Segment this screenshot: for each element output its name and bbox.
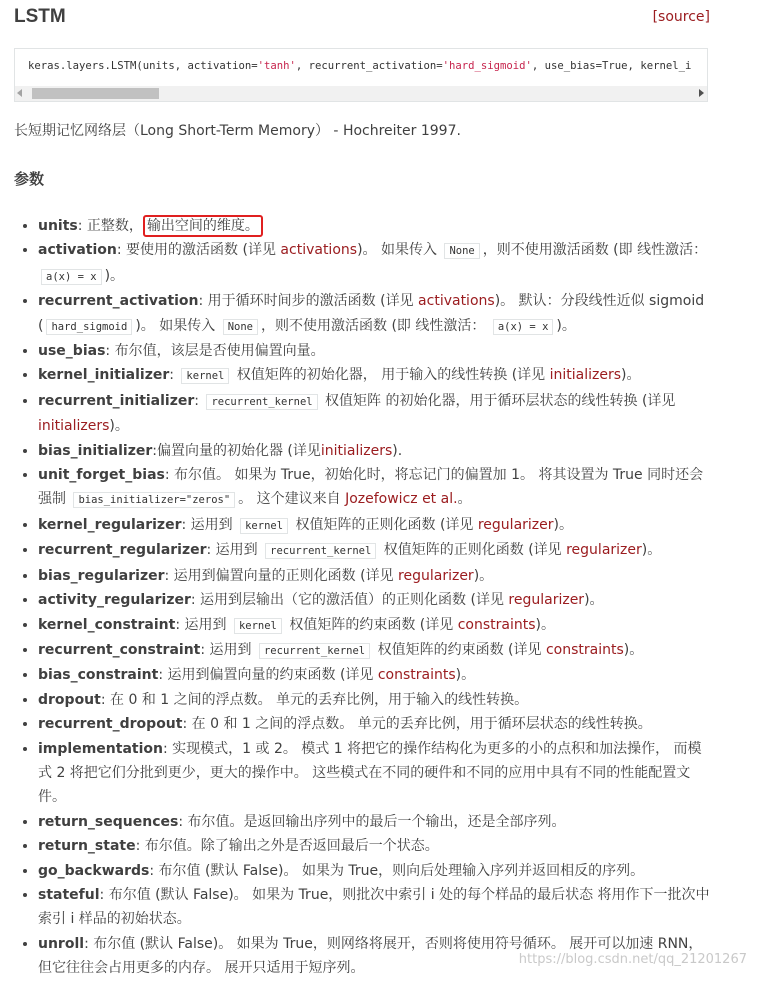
param-bias-initializer: • bias_initializer:偏置向量的初始化器 (详见initializers).: [38, 439, 710, 463]
highlight-box: 输出空间的维度。: [143, 215, 263, 237]
layer-description: 长短期记忆网络层（Long Short-Term Memory） - Hochreiter 1997.: [14, 123, 461, 139]
initializers-link[interactable]: initializers: [549, 367, 622, 384]
param-activity-regularizer: • activity_regularizer: 运用到层输出（它的激活值）的正则化函数 (详见 regularizer)。: [38, 588, 710, 612]
regularizer-link[interactable]: regularizer: [566, 542, 642, 559]
regularizer-link[interactable]: regularizer: [477, 516, 554, 533]
signature-code-block[interactable]: [14, 48, 708, 102]
jozefowicz-link[interactable]: Jozefowicz et al.: [345, 491, 458, 508]
params-list: [0, 214, 710, 981]
param-kernel-initializer: • kernel_initializer: kernel 权值矩阵的初始化器， 用于输入的线性转换 (详见 initializers)。: [38, 363, 710, 388]
param-unit-forget-bias: • unit_forget_bias: 布尔值。 如果为 True，初始化时，将忘记门的偏置加 1。 将其设置为 True 同时还会强制 bias_initializer="zeros" 。 这个建议来自 Jozefowicz et al.。: [38, 463, 710, 513]
activations-link[interactable]: activations: [280, 242, 358, 259]
constraints-link[interactable]: constraints: [457, 616, 536, 633]
regularizer-link[interactable]: regularizer: [398, 567, 474, 584]
scroll-right-arrow-icon[interactable]: [699, 89, 704, 97]
param-unroll: • unroll: 布尔值 (默认 False)。 如果为 True，则网络将展开，否则将使用符号循环。 展开可以加速 RNN，但它往往会占用更多的内存。 展开只适用于短序列。: [38, 932, 710, 981]
param-return-state: • return_state: 布尔值。除了输出之外是否返回最后一个状态。: [38, 834, 710, 858]
param-stateful: • stateful: 布尔值 (默认 False)。 如果为 True，则批次中索引 i 处的每个样品的最后状态 将用作下一批次中索引 i 样品的初始状态。: [38, 883, 710, 932]
constraints-link[interactable]: constraints: [377, 667, 456, 684]
param-recurrent-activation: • recurrent_activation: 用于循环时间步的激活函数 (详见 activations)。 默认：分段线性近似 sigmoid ( hard_sigmoid )。 如果传入 None ，则不使用激活函数 (即 线性激活： a(x) = x )。: [38, 289, 710, 339]
params-heading: 参数: [14, 170, 45, 188]
param-bias-regularizer: • bias_regularizer: 运用到偏置向量的正则化函数 (详见 regularizer)。: [38, 564, 710, 588]
param-kernel-regularizer: • kernel_regularizer: 运用到 kernel 权值矩阵的正则化函数 (详见 regularizer)。: [38, 513, 710, 538]
param-go-backwards: • go_backwards: 布尔值 (默认 False)。 如果为 True，则向后处理输入序列并返回相反的序列。: [38, 859, 710, 883]
param-recurrent-regularizer: • recurrent_regularizer: 运用到 recurrent_kernel 权值矩阵的正则化函数 (详见 regularizer)。: [38, 538, 710, 563]
scroll-thumb[interactable]: [32, 88, 159, 99]
initializers-link[interactable]: initializers: [38, 418, 110, 435]
regularizer-link[interactable]: regularizer: [508, 592, 585, 609]
constraints-link[interactable]: constraints: [545, 641, 624, 658]
watermark: https://blog.csdn.net/qq_21201267: [518, 952, 747, 967]
param-implementation: • implementation: 实现模式，1 或 2。 模式 1 将把它的操作结构化为更多的小的点积和加法操作， 而模式 2 将把它们分批到更少，更大的操作中。 这些模式在不同的硬件和不同的应用中具有不同的性能配置文件。: [38, 737, 710, 810]
param-bias-constraint: • bias_constraint: 运用到偏置向量的约束函数 (详见 constraints)。: [38, 663, 710, 687]
param-return-sequences: • return_sequences: 布尔值。是返回输出序列中的最后一个输出，还是全部序列。: [38, 810, 710, 834]
signature-code: keras.layers.LSTM(units, activation='tanh', recurrent_activation='hard_sigmoid', use_bias=True, kernel_i: [28, 60, 692, 72]
param-activation: • activation: 要使用的激活函数 (详见 activations)。 如果传入 None ，则不使用激活函数 (即 线性激活： a(x) = x )。: [38, 238, 710, 289]
title-row: [14, 4, 710, 32]
horizontal-scrollbar[interactable]: [15, 86, 707, 101]
param-recurrent-dropout: • recurrent_dropout: 在 0 和 1 之间的浮点数。 单元的丢弃比例，用于循环层状态的线性转换。: [38, 712, 710, 736]
source-link[interactable]: [source]: [652, 9, 710, 25]
param-recurrent-initializer: • recurrent_initializer: recurrent_kernel 权值矩阵 的初始化器，用于循环层状态的线性转换 (详见 initializers)。: [38, 389, 710, 439]
initializers-link[interactable]: initializers: [320, 442, 393, 459]
scroll-left-arrow-icon[interactable]: [17, 89, 22, 97]
page-title: LSTM: [14, 6, 66, 27]
param-use-bias: • use_bias: 布尔值，该层是否使用偏置向量。: [38, 339, 710, 363]
param-kernel-constraint: • kernel_constraint: 运用到 kernel 权值矩阵的约束函数 (详见 constraints)。: [38, 613, 710, 638]
activations-link[interactable]: activations: [418, 293, 495, 310]
param-units: • units: 正整数， 输出空间的维度。: [38, 214, 710, 238]
param-recurrent-constraint: • recurrent_constraint: 运用到 recurrent_kernel 权值矩阵的约束函数 (详见 constraints)。: [38, 638, 710, 663]
param-dropout: • dropout: 在 0 和 1 之间的浮点数。 单元的丢弃比例，用于输入的线性转换。: [38, 688, 710, 712]
